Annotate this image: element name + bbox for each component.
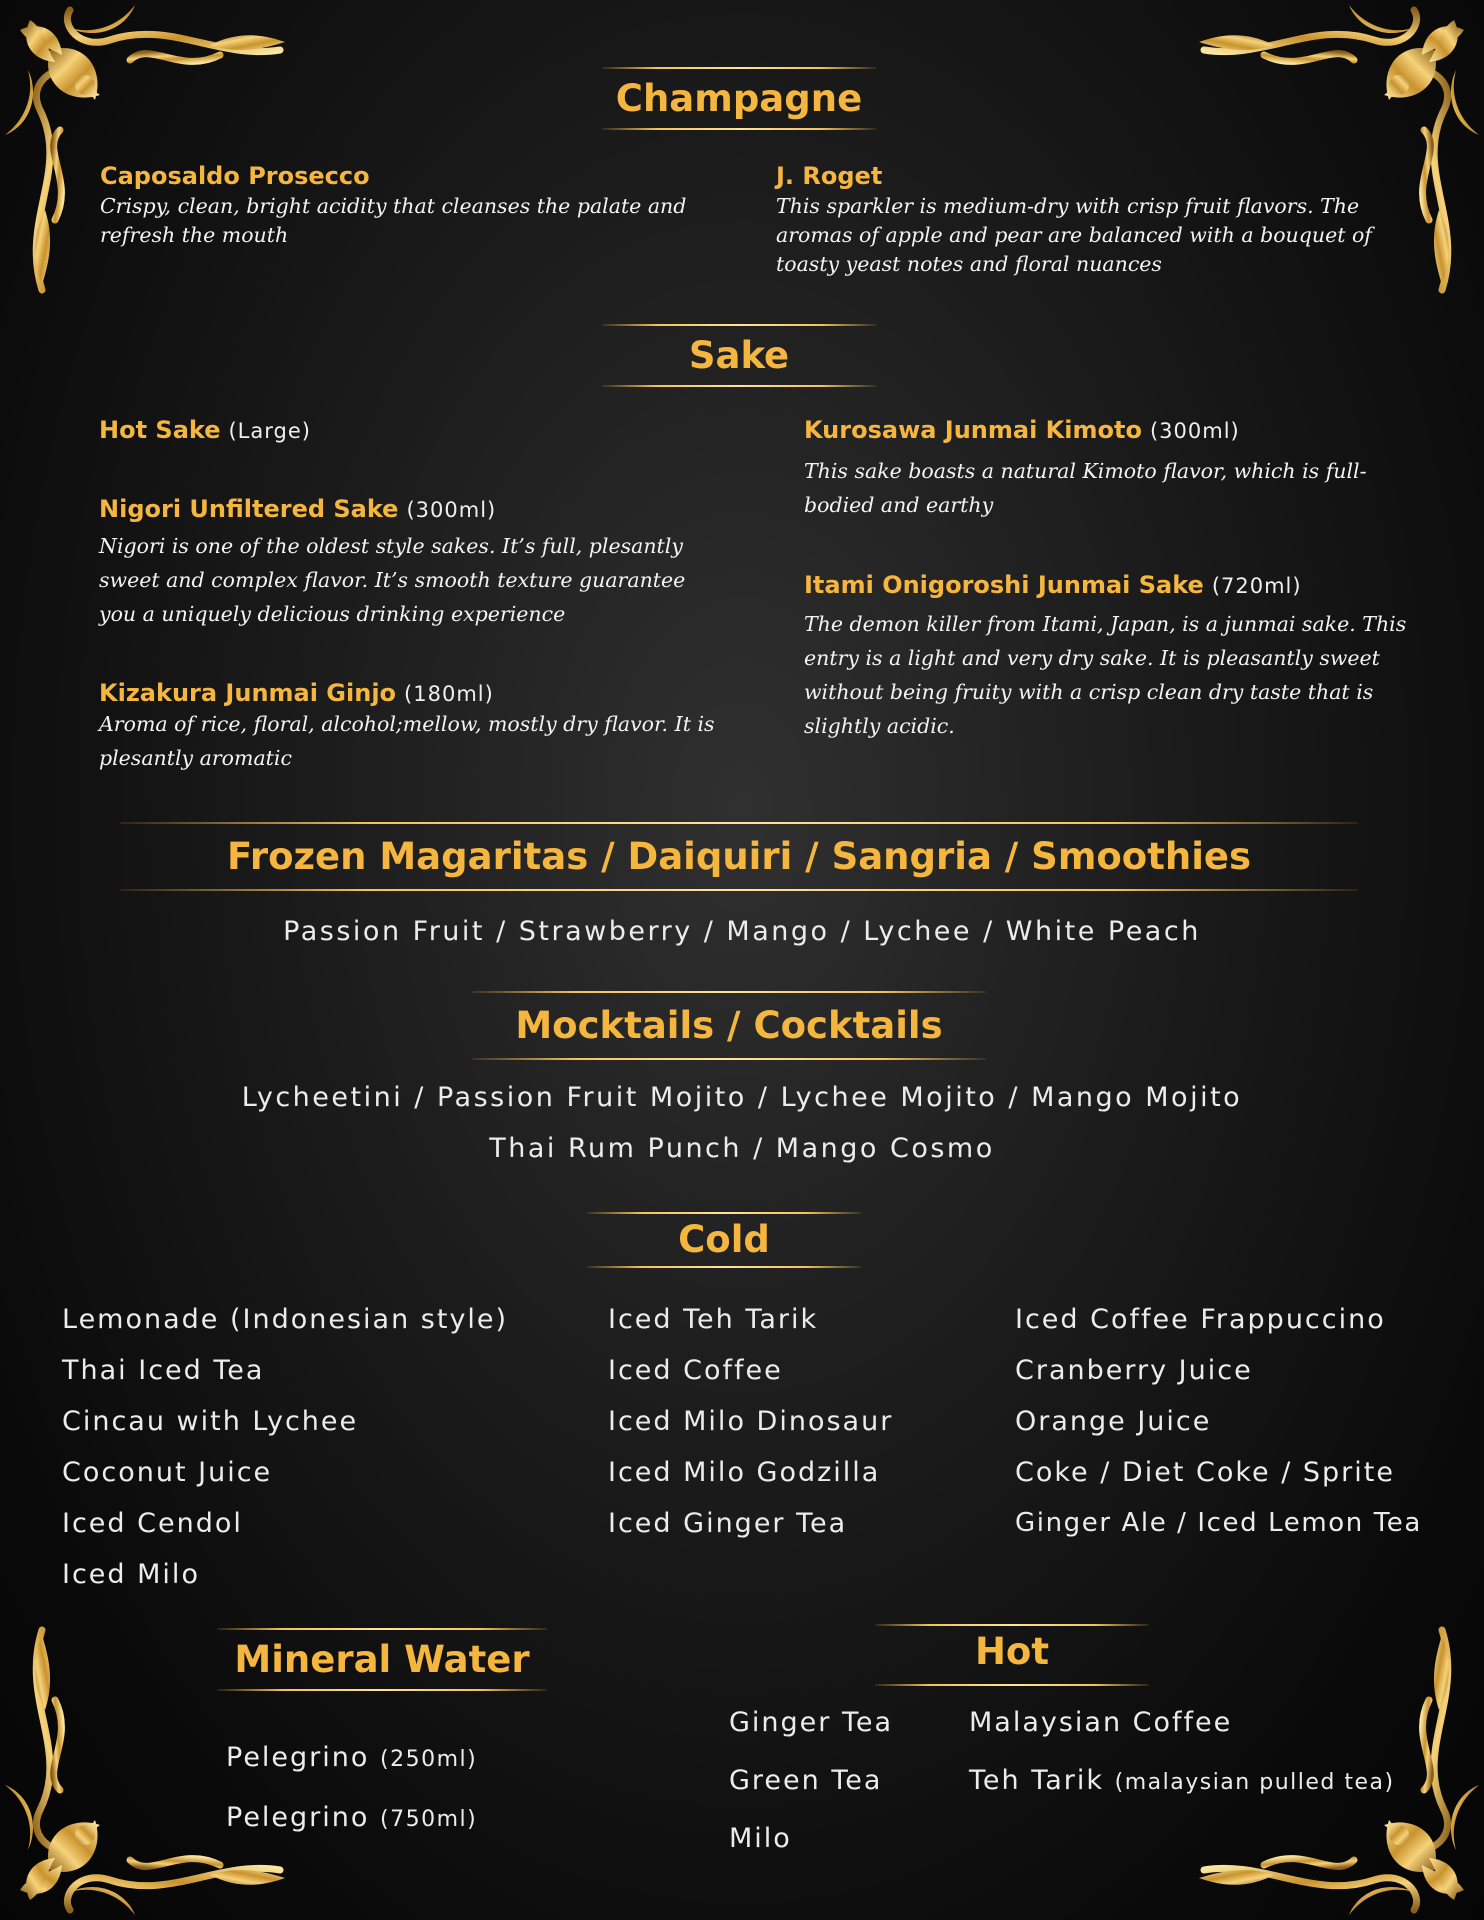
item-size: (Large) xyxy=(228,419,311,443)
item-name-row xyxy=(99,416,739,444)
item-name-row xyxy=(99,495,719,523)
menu-item-caposaldo-prosecco xyxy=(100,162,720,250)
frozen-flavors: Passion Fruit / Strawberry / Mango / Lychee / White Peach xyxy=(283,916,1201,947)
hot-heading xyxy=(875,1624,1149,1686)
list-item: Iced Coffee xyxy=(608,1355,783,1386)
item-name: Teh Tarik xyxy=(969,1765,1105,1796)
item-description: Crispy, clean, bright acidity that cleanses the palate and refresh the mouth xyxy=(100,194,687,247)
menu-item-j-roget xyxy=(776,162,1416,279)
menu-item-itami-onigoroshi-junmai-sake xyxy=(804,571,1424,743)
list-item: Ginger Ale / Iced Lemon Tea xyxy=(1015,1508,1422,1538)
item-description: The demon killer from Itami, Japan, is a junmai sake. This entry is a light and very dry sake. It is pleasantly sweet without being fruity with a crisp clean dry taste that is slightly acidic. xyxy=(804,612,1407,738)
sake-title: Sake xyxy=(688,334,790,377)
item-name: Hot Sake xyxy=(99,416,221,444)
item-name: J. Roget xyxy=(776,162,883,190)
list-item: Lemonade (Indonesian style) xyxy=(62,1304,509,1335)
cold-column-1 xyxy=(62,1294,508,1600)
list-item: Green Tea xyxy=(729,1765,883,1796)
item-name-row xyxy=(804,571,1424,599)
list-item: Iced Cendol xyxy=(62,1508,243,1539)
mocktails-line-1: Lycheetini / Passion Fruit Mojito / Lychee Mojito / Mango Mojito xyxy=(241,1082,1243,1113)
list-item: Milo xyxy=(729,1823,792,1854)
list-item: Coke / Diet Coke / Sprite xyxy=(1015,1457,1395,1488)
champagne-heading xyxy=(602,67,876,130)
mineral-water-heading xyxy=(217,1628,547,1691)
list-item: Cranberry Juice xyxy=(1015,1355,1253,1386)
cold-title: Cold xyxy=(678,1218,770,1261)
mocktails-title: Mocktails / Cocktails xyxy=(515,1004,943,1047)
mineral-water-list xyxy=(226,1729,477,1849)
list-item: Iced Milo xyxy=(62,1559,200,1590)
menu-item-kizakura-junmai-ginjo xyxy=(99,679,719,775)
list-item: Coconut Juice xyxy=(62,1457,273,1488)
item-name-row xyxy=(804,416,1424,444)
list-item: Iced Milo Godzilla xyxy=(608,1457,881,1488)
mineral-water-title: Mineral Water xyxy=(234,1638,530,1681)
item-name: Kizakura Junmai Ginjo xyxy=(99,679,397,707)
mocktails-line-2: Thai Rum Punch / Mango Cosmo xyxy=(489,1133,995,1164)
item-name-row xyxy=(99,679,719,707)
item-size: (720ml) xyxy=(1211,574,1302,598)
list-item xyxy=(226,1729,477,1789)
item-size: (750ml) xyxy=(380,1807,478,1832)
list-item: Thai Iced Tea xyxy=(62,1355,265,1386)
list-item: Iced Teh Tarik xyxy=(608,1304,819,1335)
cold-heading xyxy=(587,1212,861,1268)
corner-flourish-icon xyxy=(0,0,300,300)
menu-item-hot-sake xyxy=(99,416,739,444)
mocktails-heading xyxy=(472,991,986,1060)
list-item: Iced Coffee Frappuccino xyxy=(1015,1304,1386,1335)
list-item xyxy=(226,1789,477,1849)
list-item: Iced Ginger Tea xyxy=(608,1508,848,1539)
cold-column-3 xyxy=(1015,1294,1422,1549)
champagne-title: Champagne xyxy=(615,77,863,120)
list-item: Iced Milo Dinosaur xyxy=(608,1406,894,1437)
list-item xyxy=(969,1694,1395,1752)
hot-column-1 xyxy=(729,1694,893,1868)
list-item: Cincau with Lychee xyxy=(62,1406,359,1437)
item-description: Nigori is one of the oldest style sakes. It’s full, plesantly sweet and complex flavor. It’s smooth texture guarantee you a uniquely delicious drinking experience xyxy=(99,534,686,626)
frozen-heading xyxy=(120,822,1358,891)
item-size: (250ml) xyxy=(380,1747,478,1772)
item-name: Malaysian Coffee xyxy=(969,1707,1233,1738)
item-description: This sparkler is medium-dry with crisp fruit flavors. The aromas of apple and pear are balanced with a bouquet of toasty yeast notes and floral nuances xyxy=(776,194,1372,276)
menu-item-nigori-unfiltered-sake xyxy=(99,495,719,631)
item-name: Pelegrino xyxy=(226,1802,370,1833)
list-item: Ginger Tea xyxy=(729,1707,894,1738)
item-name: Caposaldo Prosecco xyxy=(100,162,370,190)
item-name: Nigori Unfiltered Sake xyxy=(99,495,399,523)
hot-column-2 xyxy=(969,1694,1395,1812)
frozen-title: Frozen Magaritas / Daiquiri / Sangria / Smoothies xyxy=(226,835,1252,878)
item-name: Kurosawa Junmai Kimoto xyxy=(804,416,1142,444)
list-item xyxy=(969,1752,1395,1812)
item-note: (malaysian pulled tea) xyxy=(1114,1770,1395,1795)
item-description: This sake boasts a natural Kimoto flavor, which is full-bodied and earthy xyxy=(804,459,1367,517)
list-item: Orange Juice xyxy=(1015,1406,1212,1437)
item-size: (180ml) xyxy=(404,682,494,706)
item-name: Pelegrino xyxy=(226,1742,370,1773)
hot-title: Hot xyxy=(974,1630,1050,1673)
item-size: (300ml) xyxy=(1149,419,1240,443)
item-size: (300ml) xyxy=(406,498,497,522)
item-name: Itami Onigoroshi Junmai Sake xyxy=(804,571,1204,599)
menu-item-kurosawa-junmai-kimoto xyxy=(804,416,1424,522)
cold-column-2 xyxy=(608,1294,893,1549)
sake-heading xyxy=(602,324,876,387)
item-description: Aroma of rice, floral, alcohol;mellow, mostly dry flavor. It is plesantly aromatic xyxy=(99,712,715,770)
